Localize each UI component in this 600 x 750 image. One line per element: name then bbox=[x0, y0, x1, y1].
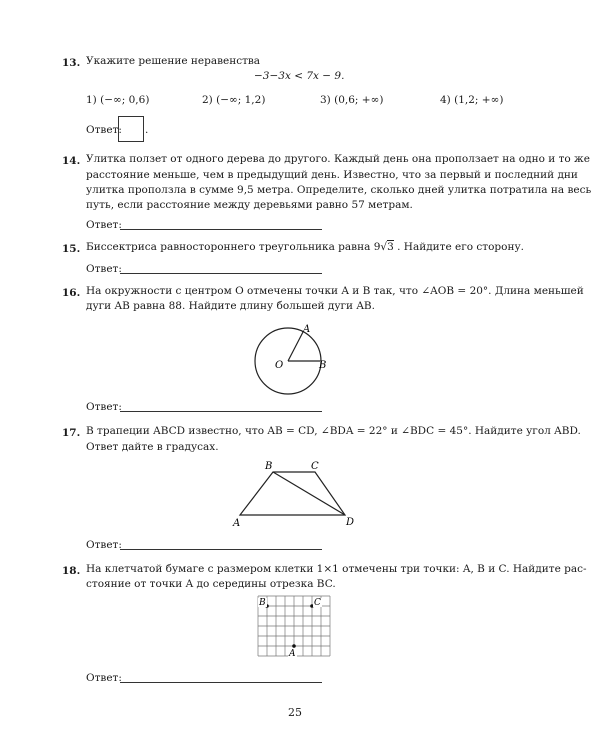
problem-16-answer-line[interactable] bbox=[120, 411, 322, 412]
problem-17-answer-line[interactable] bbox=[120, 549, 322, 550]
label-b: B bbox=[319, 360, 327, 371]
problem-16-number: 16. bbox=[62, 287, 81, 299]
problem-14-number: 14. bbox=[62, 155, 81, 167]
problem-18-answer-label: Ответ: bbox=[86, 672, 122, 684]
problem-13-answer-dot: . bbox=[145, 124, 149, 136]
problem-15-answer-line[interactable] bbox=[120, 273, 322, 274]
problem-13-option-1: 1) (−∞; 0,6) bbox=[86, 94, 150, 106]
problem-14-line-3: улитка проползла в сумме 9,5 метра. Определите, сколько дней улитка потратила на весь bbox=[86, 184, 592, 196]
problem-15-coef: 9 bbox=[373, 241, 381, 253]
problem-13-option-2: 2) (−∞; 1,2) bbox=[202, 94, 266, 106]
problem-13-formula: −3−3x < 7x − 9. bbox=[254, 70, 345, 82]
problem-17-answer-label: Ответ: bbox=[86, 539, 122, 551]
problem-14-line-2: расстояние меньше, чем в предыдущий день. Известно, что за первый и последний дни bbox=[86, 169, 578, 181]
problem-17-number: 17. bbox=[62, 427, 81, 439]
problem-18-number: 18. bbox=[62, 565, 81, 577]
problem-15-text-before: Биссектриса равностороннего треугольника равна bbox=[86, 241, 371, 253]
problem-16-line-2: дуги AB равна 88. Найдите длину большей дуги AB. bbox=[86, 300, 375, 312]
problem-15-answer-label: Ответ: bbox=[86, 263, 122, 275]
problem-13-option-4: 4) (1,2; +∞) bbox=[440, 94, 504, 106]
problem-18-line-1: На клетчатой бумаге с размером клетки 1×1 отмечены три точки: A, B и C. Найдите рас- bbox=[86, 563, 587, 575]
problem-13-answer-box[interactable] bbox=[118, 116, 144, 142]
problem-14-answer-label: Ответ: bbox=[86, 219, 122, 231]
label-a: A bbox=[289, 649, 296, 659]
problem-17-line-2: Ответ дайте в градусах. bbox=[86, 441, 219, 453]
label-c: C bbox=[311, 461, 319, 472]
label-o: O bbox=[275, 360, 284, 371]
problem-15-radicand: 3 bbox=[387, 241, 394, 253]
problem-13-number: 13. bbox=[62, 57, 81, 69]
problem-16-answer-label: Ответ: bbox=[86, 401, 122, 413]
label-b: B bbox=[265, 461, 273, 472]
problem-13-answer-label: Ответ: bbox=[86, 124, 122, 136]
label-d: D bbox=[346, 517, 355, 528]
radius-oa bbox=[288, 332, 303, 361]
problem-17-line-1: В трапеции ABCD известно, что AB = CD, ∠BDA = 22° и ∠BDC = 45°. Найдите угол ABD. bbox=[86, 425, 581, 437]
point-a bbox=[292, 644, 296, 648]
diagonal-bd bbox=[273, 472, 345, 515]
label-a: A bbox=[233, 518, 241, 529]
problem-18-line-2: стояние от точки A до середины отрезка BC. bbox=[86, 578, 336, 590]
circle-figure bbox=[240, 318, 340, 398]
problem-15-number: 15. bbox=[62, 243, 81, 255]
problem-14-answer-line[interactable] bbox=[120, 229, 322, 230]
page-number: 25 bbox=[288, 706, 302, 719]
trapezoid bbox=[240, 472, 345, 515]
label-c: C bbox=[314, 598, 321, 608]
problem-15-text bbox=[86, 240, 524, 254]
label-b: B bbox=[259, 598, 266, 608]
problem-13-option-3: 3) (0,6; +∞) bbox=[320, 94, 384, 106]
sqrt-symbol: √ bbox=[380, 241, 388, 253]
problem-15-text-after: . Найдите его сторону. bbox=[397, 241, 524, 253]
problem-18-answer-line[interactable] bbox=[120, 682, 322, 683]
problem-14-line-1: Улитка ползет от одного дерева до другого. Каждый день она проползает на одно и то же bbox=[86, 153, 590, 165]
grid-figure bbox=[250, 590, 340, 670]
trapezoid-figure bbox=[225, 456, 365, 536]
label-a: A bbox=[303, 324, 311, 335]
problem-16-line-1: На окружности с центром O отмечены точки A и B так, что ∠AOB = 20°. Длина меньшей bbox=[86, 285, 584, 297]
problem-14-line-4: путь, если расстояние между деревьями равно 57 метрам. bbox=[86, 199, 413, 211]
problem-13-text: Укажите решение неравенства bbox=[86, 55, 261, 67]
